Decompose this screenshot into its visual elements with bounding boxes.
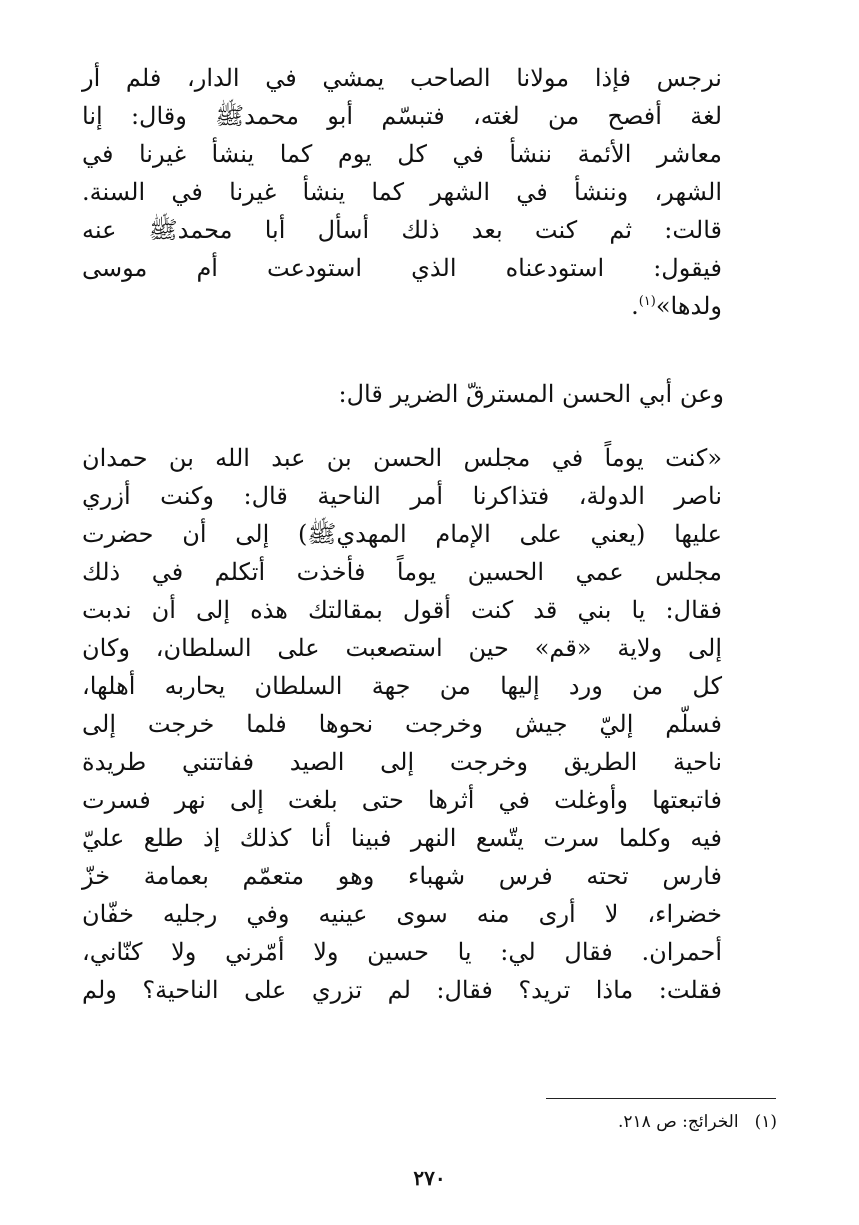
footnote-reference: (١) <box>638 294 656 309</box>
text-line: فيه وكلما سرت يتّسع النهر فبينا أنا كذلك إذ طلع عليّ <box>82 824 722 852</box>
text-line: عليها (يعني على الإمام المهديﷺ) إلى أن حضرت <box>82 520 722 548</box>
quote-end-text: ولدها» <box>655 292 722 320</box>
text-line: نرجس فإذا مولانا الصاحب يمشي في الدار، فلم أر <box>82 64 722 92</box>
text-line: إلى ولاية «قم» حين استصعبت على السلطان، وكان <box>82 634 722 662</box>
text-line: خضراء، لا أرى منه سوى عينيه وفي رجليه خفّان <box>82 900 722 928</box>
paragraph-2 <box>338 380 724 408</box>
text-line: «كنت يوماً في مجلس الحسن بن عبد الله بن حمدان <box>82 444 722 472</box>
text-line: الشهر، وننشأ في الشهر كما ينشأ غيرنا في السنة. <box>82 178 722 206</box>
text-line: قالت: ثم كنت بعد ذلك أسأل أبا محمدﷺ عنه <box>82 216 722 244</box>
text-line: فسلّم إليّ جيش وخرجت نحوها فلما خرجت إلى <box>82 710 722 738</box>
text-line: فيقول: استودعناه الذي استودعت أم موسى <box>82 254 722 282</box>
paragraph-3 <box>82 446 722 1002</box>
footnote-number: (١) <box>754 1112 777 1132</box>
text-line: معاشر الأئمة ننشأ في كل يوم كما ينشأ غيرنا في <box>82 140 722 168</box>
text-line: لغة أفصح من لغته، فتبسّم أبو محمدﷺ وقال: إنا <box>82 102 722 130</box>
text-line: كل من ورد إليها من جهة السلطان يحاربه أهلها، <box>82 672 722 700</box>
text-line: ناصر الدولة، فتذاكرنا أمر الناحية قال: وكنت أزري <box>82 482 722 510</box>
paragraph-1 <box>82 66 722 318</box>
text-line: ناحية الطريق وخرجت إلى الصيد ففاتتني طريدة <box>82 748 722 776</box>
text-line: مجلس عمي الحسين يوماً فأخذت أتكلم في ذلك <box>82 558 722 586</box>
text-line: فقال: يا بني قد كنت أقول بمقالتك هذه إلى أن ندبت <box>82 596 722 624</box>
footnote-divider <box>546 1098 776 1099</box>
text-line: فقلت: ماذا تريد؟ فقال: لم تزري على الناحية؟ ولم <box>82 976 722 1004</box>
text-line: وعن أبي الحسن المسترقّ الضرير قال: <box>338 380 724 408</box>
text-line: فاتبعتها وأوغلت في أثرها حتى بلغت إلى نهر فسرت <box>82 786 722 814</box>
page-number: ٢٧٠ <box>413 1166 446 1190</box>
text-line-last <box>82 294 722 318</box>
footnote-text: الخرائج: ص ٢١٨. <box>617 1112 739 1132</box>
text-line: فارس تحته فرس شهباء وهو متعمّم بعمامة خزّ <box>82 862 722 890</box>
sentence-end: . <box>631 292 639 320</box>
footnote <box>618 1112 777 1132</box>
text-line: أحمران. فقال لي: يا حسين ولا أمّرني ولا كنّاني، <box>82 938 722 966</box>
